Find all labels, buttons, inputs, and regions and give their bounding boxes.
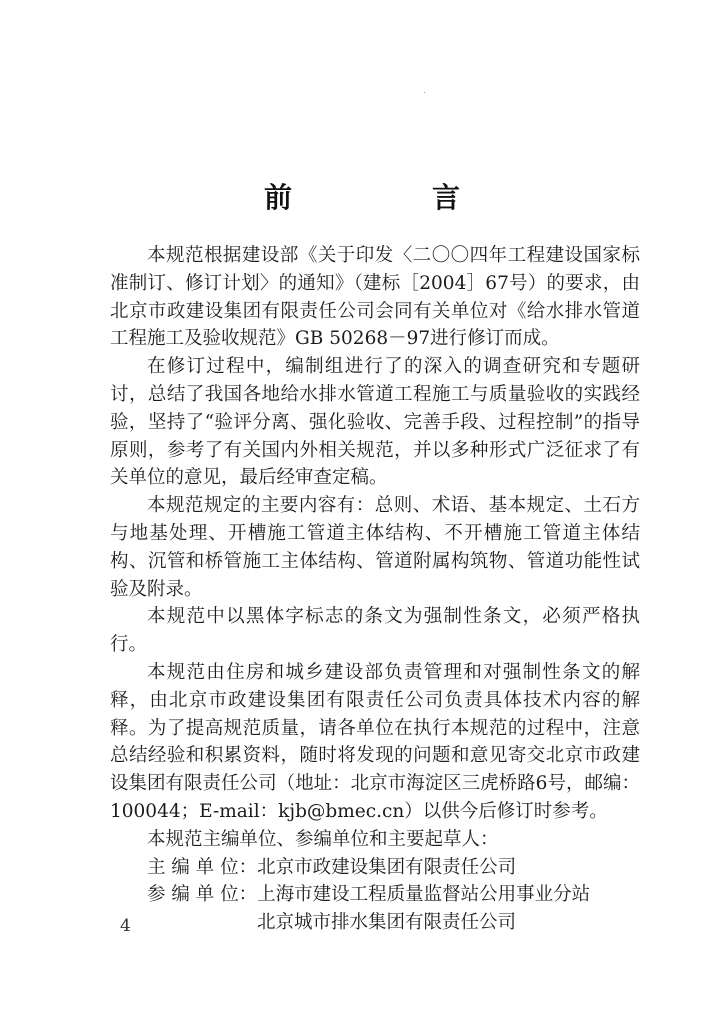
participating-unit-line-2: 北京城市排水集团有限责任公司: [257, 912, 517, 934]
participating-unit-line: 参 编 单 位：上海市建设工程质量监督站公用事业分站: [147, 884, 591, 906]
preface-body: [110, 242, 640, 937]
page-number: 4: [120, 916, 131, 936]
paragraph-3: 本规范规定的主要内容有：总则、术语、基本规定、土石方与地基处理、开槽施工管道主体结构、不开槽施工管道主体结构、沉管和桥管施工主体结构、管道附属构筑物、管道功能性试验及附录。: [110, 495, 640, 600]
paragraph-2: 在修订过程中，编制组进行了的深入的调查研究和专题研讨，总结了我国各地给水排水管道工程施工与质量验收的实践经验，坚持了“验评分离、强化验收、完善手段、过程控制”的指导原则，参考了有关国内外相关规范，并以多种形式广泛征求了有关单位的意见，最后经审查定稿。: [110, 356, 640, 489]
list-intro: 本规范主编单位、参编单位和主要起草人：: [147, 828, 499, 850]
chief-unit-line: 主 编 单 位：北京市政建设集团有限责任公司: [147, 856, 517, 878]
page-title: 前 言: [263, 181, 516, 214]
paragraph-5: 本规范由住房和城乡建设部负责管理和对强制性条文的解释，由北京市政建设集团有限责任公司负责具体技术内容的解释。为了提高规范质量，请各单位在执行本规范的过程中，注意总结经验和积累资料，随时将发现的问题和意见寄交北京市政建设集团有限责任公司（地址：北京市海淀区三虎桥路6号，邮编：100044；E-mail：kjb@bmec.cn）以供今后修订时参考。: [110, 661, 640, 822]
paragraph-1: 本规范根据建设部《关于印发〈二〇〇四年工程建设国家标准制订、修订计划〉的通知》（建标［2004］67号）的要求，由北京市政建设集团有限责任公司会同有关单位对《给水排水管道工程施工及验收规范》GB 50268－97进行修订而成。: [110, 245, 640, 350]
paragraph-4: 本规范中以黑体字标志的条文为强制性条文，必须严格执行。: [110, 606, 640, 656]
scan-speck: [424, 92, 425, 93]
